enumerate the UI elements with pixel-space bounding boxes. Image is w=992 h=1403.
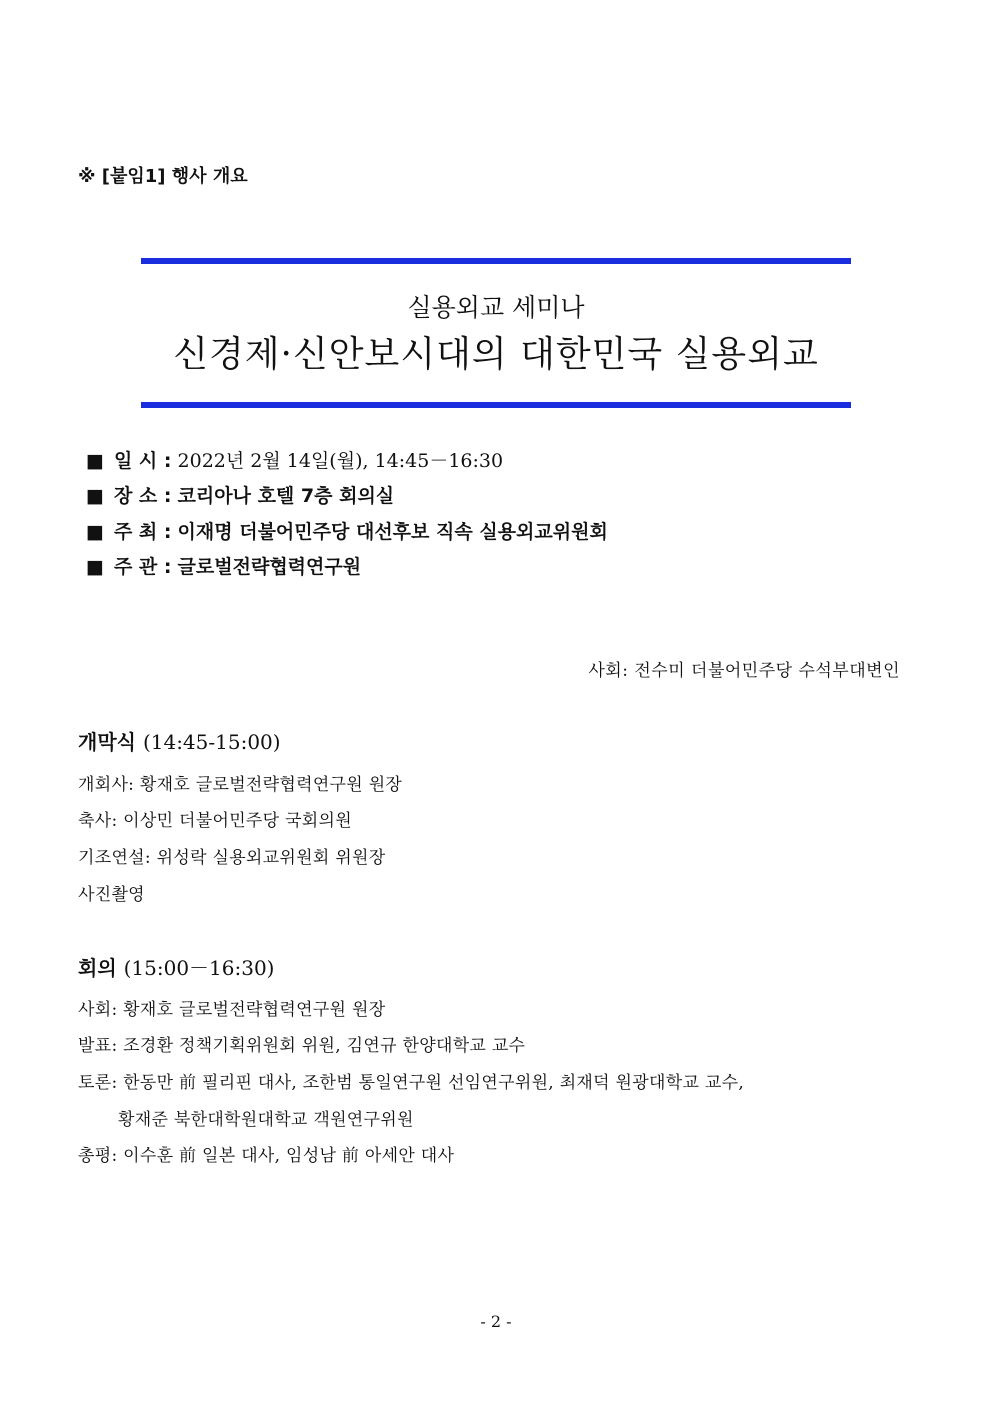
info-row-venue [86,481,394,508]
meeting-item: 발표: 조경환 정책기획위원회 위원, 김연규 한양대학교 교수 [78,1036,526,1056]
seminar-subtitle: 실용외교 세미나 [407,293,585,322]
moderator-line: 사회: 전수미 더불어민주당 수석부대변인 [588,661,900,681]
opening-item: 축사: 이상민 더불어민주당 국회의원 [78,811,352,831]
info-row-host [86,517,608,544]
seminar-title: 신경제·신안보시대의 대한민국 실용외교 [173,334,819,375]
info-row-date [86,446,503,473]
opening-heading [78,726,281,755]
opening-item: 개회사: 황재호 글로벌전략협력연구원 원장 [78,775,403,795]
opening-item: 사진촬영 [78,885,145,905]
info-value: 코리아나 호텔 7층 회의실 [177,485,395,507]
square-bullet-icon: ■ [86,485,104,507]
meeting-time: (15:00－16:30) [123,956,275,980]
bottom-rule [141,402,851,408]
opening-time: (14:45-15:00) [142,730,281,754]
info-label: 장 소 : [113,485,172,507]
attachment-label: ※ [붙임1] 행사 개요 [78,166,248,187]
meeting-item: 황재준 북한대학원대학교 객원연구위원 [118,1110,414,1130]
top-rule [141,258,851,264]
info-value: 글로벌전략협력연구원 [177,556,362,578]
opening-item: 기조연설: 위성락 실용외교위원회 위원장 [78,848,386,868]
square-bullet-icon: ■ [86,521,104,543]
square-bullet-icon: ■ [86,556,104,578]
page-number: - 2 - [480,1312,512,1331]
info-value: 2022년 2월 14일(월), 14:45－16:30 [177,450,504,472]
meeting-title: 회의 [78,956,117,980]
info-value: 이재명 더불어민주당 대선후보 직속 실용외교위원회 [177,521,608,543]
meeting-item: 토론: 한동만 前 필리핀 대사, 조한범 통일연구원 선임연구위원, 최재덕 원광대학교 교수, [78,1073,745,1093]
meeting-heading [78,952,275,981]
square-bullet-icon: ■ [86,450,104,472]
meeting-item: 총평: 이수훈 前 일본 대사, 임성남 前 아세안 대사 [78,1146,455,1166]
info-label: 주 관 : [113,556,172,578]
info-label: 일 시 : [113,450,172,472]
info-row-organizer [86,552,361,579]
opening-title: 개막식 [78,730,136,754]
meeting-item: 사회: 황재호 글로벌전략협력연구원 원장 [78,1000,386,1020]
info-label: 주 최 : [113,521,172,543]
